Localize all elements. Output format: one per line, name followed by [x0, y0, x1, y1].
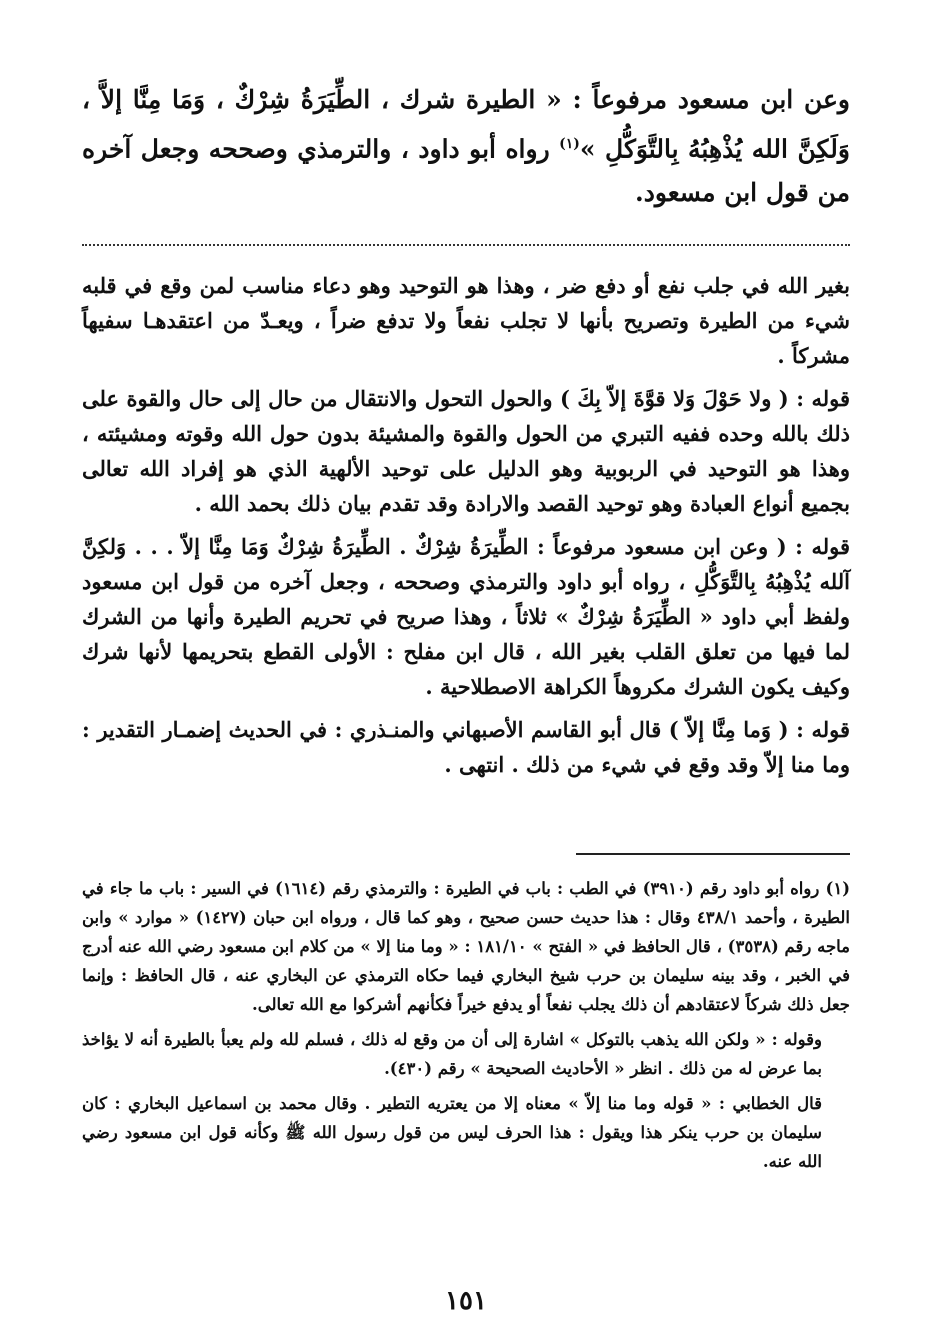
- page-number: ١٥١: [445, 1286, 487, 1316]
- hadith-text: [82, 78, 850, 215]
- footnote-1-continuation: وقوله : « ولكن الله يذهب بالتوكل » اشارة إلى أن من وقع له ذلك ، فسلم لله ولم يعبأ بالطيرة أنه لا يؤاخذ بما عرض له من ذلك . انظر « الأحاديث الصحيحة » رقم (٤٣٠).: [82, 1030, 822, 1078]
- footnote-1: (١) رواه أبو داود رقم (٣٩١٠) في الطب : باب في الطيرة : والترمذي رقم (١٦١٤) في السير : باب ما جاء في الطيرة ، وأحمد ٤٣٨/١ وقال : هذا حديث حسن صحيح ، وهو كما قال ، ورواه ابن حبان (١٤٢٧) « موارد » وابن ماجه رقم (٣٥٣٨) ، قال الحافظ في « الفتح » ١٨١/١٠ : « وما منا إلا » من كلام ابن مسعود رضي الله عنه أدرج في الخبر ، وقد بينه سليمان بن حرب شيخ البخاري فيما حكاه الترمذي عن البخاري عنه ، قال الحافظ : وإنما جعل ذلك شركاً لاعتقادهم أن ذلك يجلب نفعاً أو يدفع خيراً فكأنهم أشركوا مع الله تعالى.: [82, 879, 851, 1014]
- hadith-source: رواه أبو داود ، والترمذي وصححه وجعل آخره من قول ابن مسعود.: [82, 134, 850, 208]
- dotted-separator: [82, 244, 850, 246]
- hadith-body: وعن ابن مسعود مرفوعاً : « الطيرة شرك ، الطِّيَرَةُ شِرْكٌ ، وَمَا مِنَّا إلاَّ ، وَلَكِنَّ الله يُذْهِبُهُ بِالتَّوَكُّلِ »: [82, 85, 850, 164]
- footnote-rule: [576, 853, 850, 855]
- commentary-paragraph-1: بغير الله في جلب نفع أو دفع ضر ، وهذا هو التوحيد وهو دعاء مناسب لمن وقع في قلبه شيء من الطيرة وتصريح بأنها لا تجلب نفعاً ولا تدفع ضراً ، ويعـدّ من اعتقدهـا سفيهاً مشركاً .: [82, 273, 850, 368]
- commentary-paragraph-2: قوله : ( ولا حَوْلَ وَلا قوَّةَ إلاّ بِكَ ) والحول التحول والانتقال من حال إلى حال والقوة على ذلك بالله وحده ففيه التبري من الحول والقوة والمشيئة بدون حول الله وقوته ومشيئته ، وهذا هو التوحيد في الربوبية وهو الدليل على توحيد الألهية الذي هو إفراد الله تعالى بجميع أنواع العبادة وهو توحيد القصد والارادة وقد تقدم بيان ذلك بحمد الله .: [82, 386, 850, 516]
- footnote-1-khattabi: قال الخطابي : « قوله وما منا إلاّ » معناه إلا من يعتريه التطير . وقال محمد بن اسماعيل البخاري : كان سليمان بن حرب ينكر هذا ويقول : هذا الحرف ليس من قول رسول الله ﷺ وكأنه قول ابن مسعود رضي الله عنه.: [82, 1094, 822, 1171]
- commentary-block: [82, 268, 850, 790]
- footnote-ref: (١): [559, 136, 580, 152]
- footnotes-block: [82, 874, 850, 1182]
- commentary-paragraph-4: قوله : ( وَما مِنَّا إلاّ ) قال أبو القاسم الأصبهاني والمنـذري : في الحديث إضمـار التقدير : وما منا إلاّ وقد وقع في شيء من ذلك . انتهى .: [82, 717, 850, 777]
- commentary-paragraph-3: قوله : ( وعن ابن مسعود مرفوعاً : الطِّيرَةُ شِرْكٌ . الطِّيرَةُ شِرْكٌ وَمَا مِنَّا إلاّ . . . وَلكِنَّ آلله يُذْهِبُهُ بِالتَّوَكُّلِ ، رواه أبو داود والترمذي وصححه ، وجعل آخره من قول ابن مسعود ولفظ أبي داود « الطِّيَرَةُ شِرْكٌ » ثلاثاً ، وهذا صريح في تحريم الطيرة وأنها من الشرك لما فيها من تعلق القلب بغير الله ، قال ابن مفلح : الأولى القطع بتحريمها لأنها شرك وكيف يكون الشرك مكروهاً الكراهة الاصطلاحية .: [82, 534, 850, 699]
